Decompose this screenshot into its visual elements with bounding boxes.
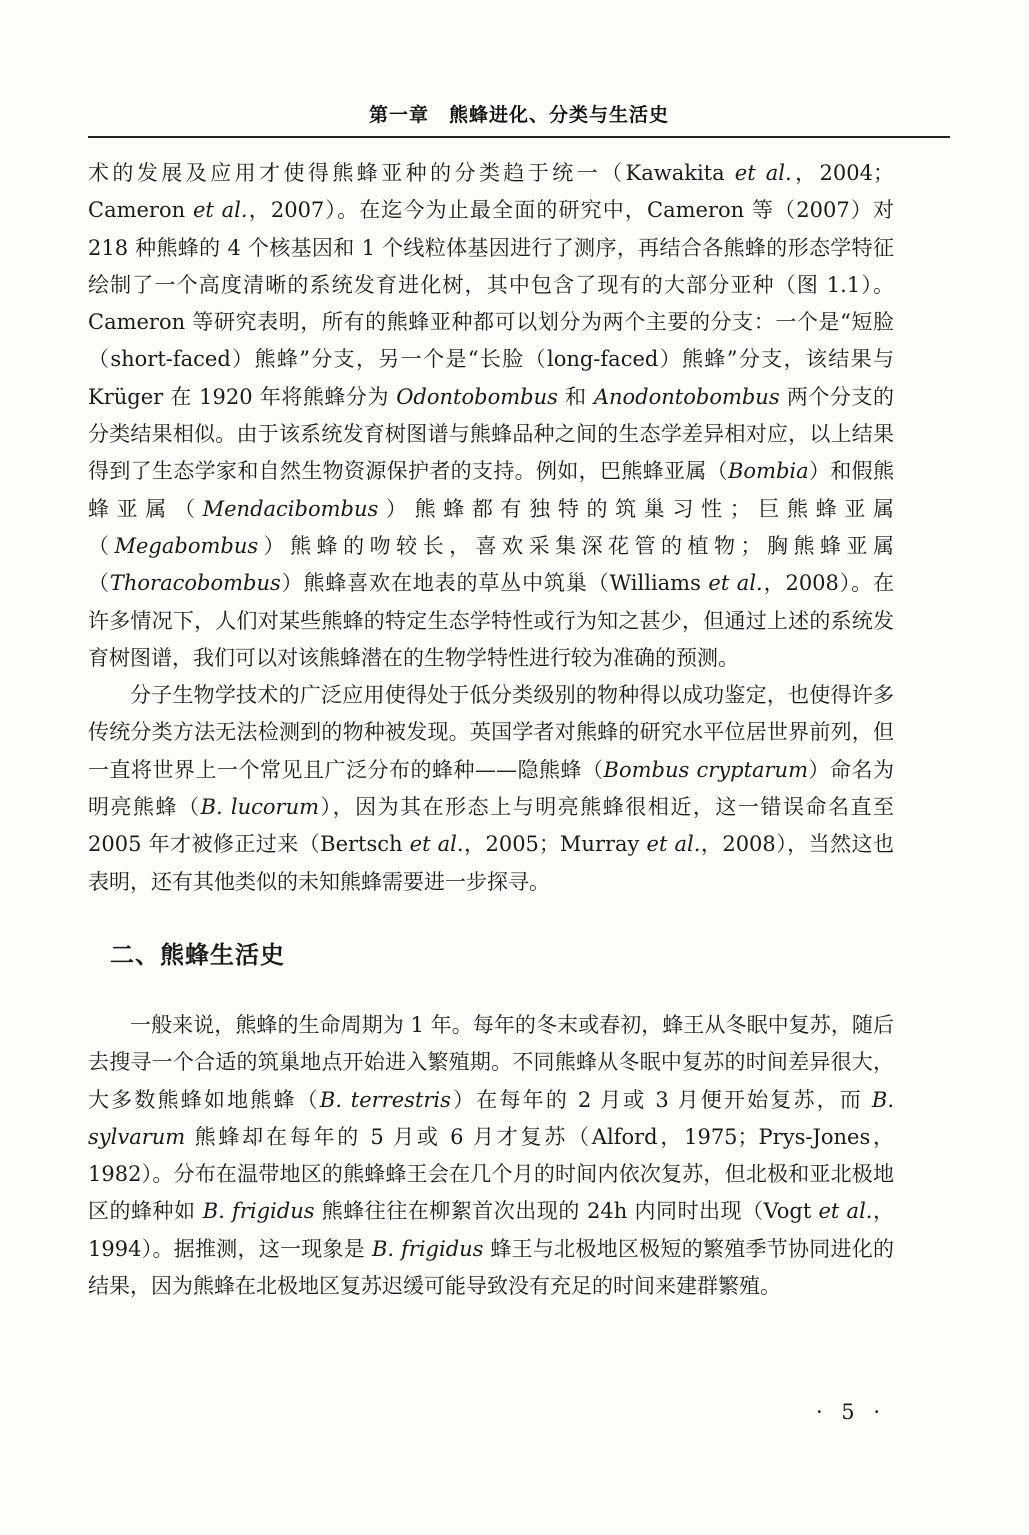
paragraph-1 bbox=[88, 155, 894, 677]
italic-run: B. lucorum bbox=[200, 795, 320, 820]
header-rule bbox=[88, 136, 950, 138]
running-header: 第一章 熊蜂进化、分类与生活史 bbox=[368, 104, 669, 126]
section-heading: 二、熊蜂生活史 bbox=[110, 940, 285, 969]
text-run: ），因为其在形态上与明亮熊蜂很相近，这一错误命名直至 2005 年才被修正过来（Bertsch bbox=[88, 795, 895, 857]
body-text bbox=[88, 155, 894, 1305]
text-run: 术的发展及应用才使得熊蜂亚种的分类趋于统一（Kawakita bbox=[88, 161, 735, 185]
text-run: 两个分支的分类结果相似。由于该系统发育树图谱与熊蜂品种之间的生态学差异相对应，以上结果得到了生态学家和自然生物资源保护者的支持。例如，巴熊蜂亚属（ bbox=[88, 384, 894, 484]
italic-run: et al. bbox=[818, 1199, 873, 1224]
italic-run: et al. bbox=[409, 832, 464, 857]
paragraph-2 bbox=[88, 677, 894, 901]
text-run: 熊蜂往往在柳絮首次出现的 24h 内同时出现（Vogt bbox=[314, 1199, 819, 1224]
paragraph-3 bbox=[88, 1007, 894, 1305]
italic-run: B. frigidus bbox=[371, 1236, 484, 1261]
text-run: ，1994）。据推测，这一现象是 bbox=[88, 1199, 894, 1261]
text-run: ，2005；Murray bbox=[463, 832, 647, 857]
text-run: ）和假熊蜂亚属（ bbox=[88, 459, 895, 521]
text-run: 一般来说，熊蜂的生命周期为 1 年。每年的冬末或春初，蜂王从冬眠中复苏，随后去搜寻一个合适的筑巢地点开始进入繁殖期。不同熊蜂从冬眠中复苏的时间差异很大，大多数熊蜂如地熊蜂（ bbox=[88, 1012, 894, 1112]
italic-run: B. frigidus bbox=[202, 1199, 315, 1224]
text-run: ，2004；Cameron bbox=[88, 161, 894, 223]
italic-run: Odontobombus bbox=[396, 384, 558, 409]
italic-run: Mendacibombus bbox=[202, 496, 379, 521]
italic-run: Thoracobombus bbox=[109, 571, 281, 596]
text-run: ）熊蜂喜欢在地表的草丛中筑巢（Williams bbox=[280, 571, 709, 596]
text-run: ）熊蜂都有独特的筑巢习性；巨熊蜂亚属（ bbox=[88, 496, 895, 558]
text-run: 蜂王与北极地区极短的繁殖季节协同进化的结果，因为熊蜂在北极地区复苏迟缓可能导致没有充足的时间来建群繁殖。 bbox=[88, 1236, 895, 1299]
italic-run: Bombia bbox=[728, 459, 809, 484]
text-run: ，2007）。在迄今为止最全面的研究中，Cameron 等（2007）对 218 种熊蜂的 4 个核基因和 1 个线粒体基因进行了测序，再结合各熊蜂的形态学特征绘制了一个高度清晰的系统发育进化树，其中包含了现有的大部分亚种（图 1.1）。Cameron 等研究表明，所有的熊蜂亚种都可以划分为两个主要的分支：一个是“短脸（short-faced）熊蜂”分支，另一个是“长脸（long-faced）熊蜂”分支，该结果与 Krüger 在 1920 年将熊蜂分为 bbox=[88, 198, 894, 409]
italic-run: Megabombus bbox=[114, 533, 259, 558]
italic-run: B. sylvarum bbox=[88, 1087, 894, 1149]
text-run: ，2008），当然这也表明，还有其他类似的未知熊蜂需要进一步探寻。 bbox=[88, 832, 894, 894]
italic-run: Bombus cryptarum bbox=[603, 757, 808, 782]
text-run: ）熊蜂的吻较长，喜欢采集深花管的植物；胸熊蜂亚属（ bbox=[88, 533, 895, 596]
text-run: ）命名为明亮熊蜂（ bbox=[88, 757, 895, 820]
italic-run: et al. bbox=[734, 161, 792, 185]
italic-run: et al. bbox=[708, 571, 763, 596]
text-run: 和 bbox=[557, 384, 594, 409]
italic-run: et al. bbox=[192, 198, 248, 223]
text-run: ）在每年的 2 月或 3 月便开始复苏，而 bbox=[450, 1087, 872, 1112]
italic-run: B. terrestris bbox=[319, 1087, 451, 1112]
italic-run: et al. bbox=[646, 832, 701, 857]
text-run: 熊蜂却在每年的 5 月或 6 月才复苏（Alford，1975；Prys-Jones，1982）。分布在温带地区的熊蜂蜂王会在几个月的时间内依次复苏，但北极和亚北极地区的蜂种如 bbox=[88, 1124, 894, 1224]
page-number: · 5 · bbox=[815, 1400, 886, 1424]
italic-run: Anodontobombus bbox=[593, 384, 780, 409]
text-run: 分子生物学技术的广泛应用使得处于低分类级别的物种得以成功鉴定，也使得许多传统分类方法无法检测到的物种被发现。英国学者对熊蜂的研究水平位居世界前列，但一直将世界上一个常见且广泛分布的蜂种——隐熊蜂（ bbox=[88, 683, 894, 782]
text-run: ，2008）。在许多情况下，人们对某些熊蜂的特定生态学特性或行为知之甚少，但通过上述的系统发育树图谱，我们可以对该熊蜂潜在的生物学特性进行较为准确的预测。 bbox=[88, 571, 894, 670]
